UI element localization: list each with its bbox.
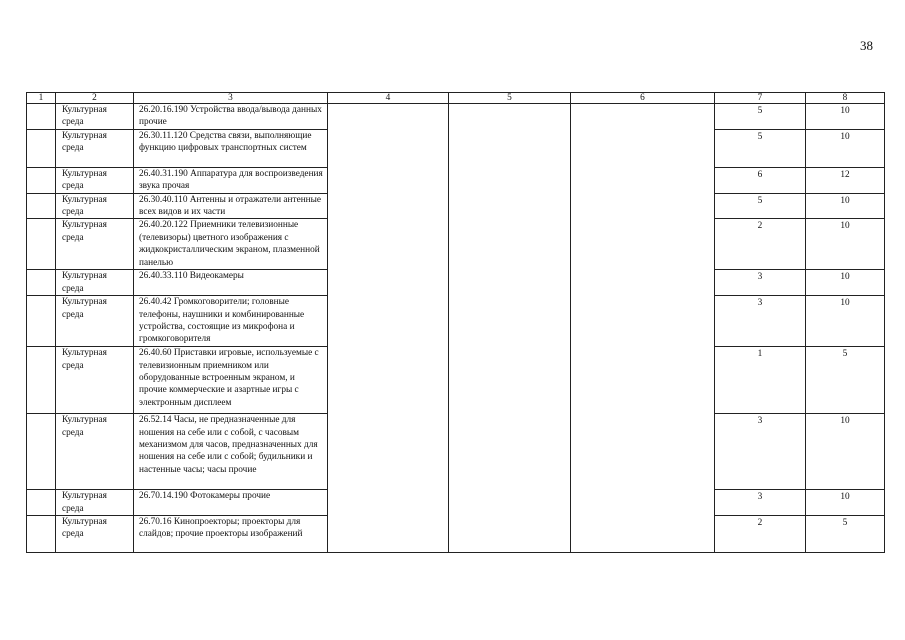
column-8-value-cell — [806, 270, 885, 296]
column-8-value-cell — [806, 347, 885, 414]
section-cell: Культурная среда — [56, 104, 134, 130]
product-description-cell: 26.30.40.110 Антенны и отражатели антенные всех видов и их части — [134, 193, 328, 219]
column-5-cell — [449, 490, 571, 516]
column-8-value-cell — [806, 104, 885, 130]
column-7-value-cell — [715, 516, 806, 553]
row-number-cell — [27, 129, 56, 167]
section-cell: Культурная среда — [56, 414, 134, 490]
column-7-value-text: 3 — [757, 272, 763, 283]
table-row — [27, 490, 885, 516]
column-8-value-text: 10 — [840, 131, 850, 142]
column-7-value-text: 2 — [757, 221, 763, 232]
table-row — [27, 516, 885, 553]
column-6-cell — [571, 347, 715, 414]
table-row — [27, 167, 885, 193]
column-5-cell — [449, 516, 571, 553]
column-4-cell — [328, 347, 449, 414]
column-6-cell — [571, 414, 715, 490]
column-8-value-text: 12 — [840, 169, 850, 180]
column-4-cell — [328, 104, 449, 130]
section-cell: Культурная среда — [56, 490, 134, 516]
table-row — [27, 296, 885, 347]
column-4-cell — [328, 129, 449, 167]
header-cell: 1 — [27, 93, 56, 104]
column-8-value-text: 10 — [840, 272, 850, 283]
page-number: 38 — [860, 38, 873, 53]
header-cell: 5 — [449, 93, 571, 104]
product-description-cell: 26.52.14 Часы, не предназначенные для ношения на себе или с собой, с часовым механизмом для часов, предназначенных для ношения на себе или с собой; будильники и настенные часы; часы прочие — [134, 414, 328, 490]
column-6-cell — [571, 296, 715, 347]
header-cell: 8 — [806, 93, 885, 104]
section-cell: Культурная среда — [56, 219, 134, 270]
product-description-cell: 26.40.42 Громкоговорители; головные телефоны, наушники и комбинированные устройства, состоящие из микрофона и громкоговорителя — [134, 296, 328, 347]
column-4-cell — [328, 414, 449, 490]
column-7-value-text: 3 — [757, 298, 763, 309]
column-6-cell — [571, 104, 715, 130]
row-number-cell — [27, 104, 56, 130]
column-8-value-cell — [806, 193, 885, 219]
column-7-value-cell — [715, 193, 806, 219]
column-4-cell — [328, 296, 449, 347]
column-8-value-text: 10 — [840, 298, 850, 309]
section-cell: Культурная среда — [56, 193, 134, 219]
row-number-cell — [27, 414, 56, 490]
row-number-cell — [27, 516, 56, 553]
column-7-value-cell — [715, 270, 806, 296]
column-8-value-text: 5 — [842, 518, 848, 529]
table-header-row — [27, 93, 885, 104]
header-cell: 3 — [134, 93, 328, 104]
column-6-cell — [571, 516, 715, 553]
column-8-value-cell — [806, 167, 885, 193]
table-row — [27, 270, 885, 296]
header-cell: 6 — [571, 93, 715, 104]
column-7-value-cell — [715, 104, 806, 130]
column-8-value-cell — [806, 516, 885, 553]
table-row — [27, 193, 885, 219]
column-7-value-text: 5 — [757, 195, 763, 206]
column-7-value-cell — [715, 347, 806, 414]
column-5-cell — [449, 347, 571, 414]
row-number-cell — [27, 270, 56, 296]
column-7-value-cell — [715, 414, 806, 490]
column-5-cell — [449, 104, 571, 130]
product-description-cell: 26.40.60 Приставки игровые, используемые с телевизионным приемником или оборудованные встроенным экраном, и прочие коммерческие и азартные игры с электронным дисплеем — [134, 347, 328, 414]
row-number-cell — [27, 490, 56, 516]
table-row — [27, 347, 885, 414]
column-4-cell — [328, 490, 449, 516]
column-7-value-text: 5 — [757, 106, 763, 116]
column-7-value-text: 3 — [757, 416, 763, 427]
column-6-cell — [571, 219, 715, 270]
column-7-value-cell — [715, 219, 806, 270]
column-8-value-cell — [806, 296, 885, 347]
product-description-cell: 26.40.20.122 Приемники телевизионные (телевизоры) цветного изображения с жидкокристаллическим экраном, плазменной панелью — [134, 219, 328, 270]
section-cell: Культурная среда — [56, 296, 134, 347]
column-8-value-text: 10 — [840, 416, 850, 427]
section-cell: Культурная среда — [56, 167, 134, 193]
product-description-cell: 26.70.16 Кинопроекторы; проекторы для слайдов; прочие проекторы изображений — [134, 516, 328, 553]
header-cell: 7 — [715, 93, 806, 104]
header-cell: 2 — [56, 93, 134, 104]
table-row — [27, 129, 885, 167]
row-number-cell — [27, 193, 56, 219]
column-8-value-text: 10 — [840, 221, 850, 232]
column-6-cell — [571, 490, 715, 516]
column-6-cell — [571, 129, 715, 167]
section-cell: Культурная среда — [56, 347, 134, 414]
column-7-value-cell — [715, 129, 806, 167]
product-description-cell: 26.70.14.190 Фотокамеры прочие — [134, 490, 328, 516]
column-4-cell — [328, 167, 449, 193]
row-number-cell — [27, 219, 56, 270]
column-4-cell — [328, 516, 449, 553]
product-description-cell: 26.40.33.110 Видеокамеры — [134, 270, 328, 296]
table-row — [27, 104, 885, 130]
column-4-cell — [328, 219, 449, 270]
column-5-cell — [449, 270, 571, 296]
section-cell: Культурная среда — [56, 516, 134, 553]
column-8-value-text: 10 — [840, 106, 850, 116]
column-6-cell — [571, 167, 715, 193]
column-4-cell — [328, 193, 449, 219]
row-number-cell — [27, 296, 56, 347]
column-7-value-cell — [715, 167, 806, 193]
column-8-value-cell — [806, 490, 885, 516]
column-8-value-cell — [806, 129, 885, 167]
table-row — [27, 219, 885, 270]
column-7-value-text: 5 — [757, 131, 763, 142]
column-7-value-text: 2 — [757, 518, 763, 529]
column-6-cell — [571, 193, 715, 219]
column-8-value-text: 10 — [840, 492, 850, 503]
column-5-cell — [449, 193, 571, 219]
column-5-cell — [449, 414, 571, 490]
column-5-cell — [449, 296, 571, 347]
header-cell: 4 — [328, 93, 449, 104]
column-7-value-cell — [715, 490, 806, 516]
column-5-cell — [449, 167, 571, 193]
column-5-cell — [449, 219, 571, 270]
column-5-cell — [449, 129, 571, 167]
column-7-value-text: 3 — [757, 492, 763, 503]
column-8-value-cell — [806, 219, 885, 270]
column-7-value-text: 6 — [757, 169, 763, 180]
specification-table — [26, 92, 885, 553]
column-6-cell — [571, 270, 715, 296]
column-8-value-text: 5 — [842, 349, 848, 360]
column-4-cell — [328, 270, 449, 296]
row-number-cell — [27, 167, 56, 193]
product-description-cell: 26.30.11.120 Средства связи, выполняющие функцию цифровых транспортных систем — [134, 129, 328, 167]
column-8-value-cell — [806, 414, 885, 490]
row-number-cell — [27, 347, 56, 414]
section-cell: Культурная среда — [56, 270, 134, 296]
table-row — [27, 414, 885, 490]
column-8-value-text: 10 — [840, 195, 850, 206]
column-7-value-text: 1 — [757, 349, 763, 360]
product-description-cell: 26.20.16.190 Устройства ввода/вывода данных прочие — [134, 104, 328, 130]
product-description-cell: 26.40.31.190 Аппаратура для воспроизведения звука прочая — [134, 167, 328, 193]
section-cell: Культурная среда — [56, 129, 134, 167]
column-7-value-cell — [715, 296, 806, 347]
